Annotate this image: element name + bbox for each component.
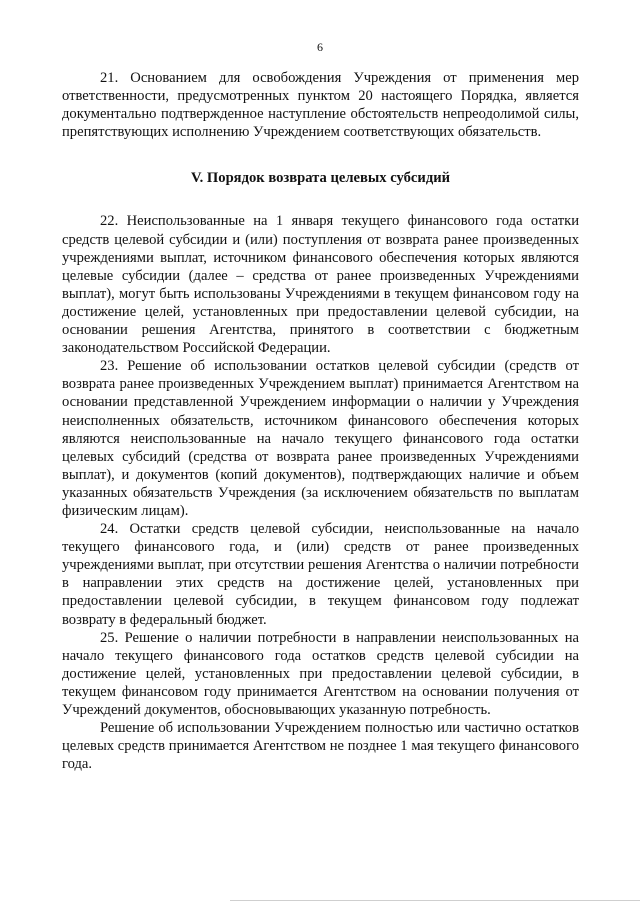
paragraph-21: 21. Основанием для освобождения Учреждения от применения мер ответственности, предусмотренных пунктом 20 настоящего Порядка, является документально подтвержденное наступление обстоятельств непреодолимой силы, препятствующих исполнению Учреждением соответствующих обязательств. [62, 70, 579, 141]
paragraph-25-continuation: Решение об использовании Учреждением полностью или частично остатков целевых средств принимается Агентством не позднее 1 мая текущего финансового года. [62, 720, 579, 773]
section-heading: V. Порядок возврата целевых субсидий [190, 170, 451, 187]
paragraph-22: 22. Неиспользованные на 1 января текущего финансового года остатки средств целевой субсидии и (или) поступления от возврата ранее произведенных учреждениями выплат, источником финансового обеспечения которых являются целевые субсидии (далее – средства от ранее произведенных Учреждениями выплат), могут быть использованы Учреждениями в текущем финансовом году на достижение целей, установленных при предоставлении целевой субсидии, на основании решения Агентства, принятого в соответствии с бюджетным законодательством Российской Федерации. [62, 213, 579, 357]
page-number: 6 [317, 40, 323, 54]
document-body [62, 69, 579, 773]
paragraph-24: 24. Остатки средств целевой субсидии, неиспользованные на начало текущего финансового года, и (или) средств от ранее произведенных учреждениями выплат, при отсутствии решения Агентства о наличии потребности в направлении этих средств на достижение целей, установленных при предоставлении целевой субсидии, в текущем финансовом году подлежат возврату в федеральный бюджет. [62, 521, 579, 628]
paragraph-25: 25. Решение о наличии потребности в направлении неиспользованных на начало текущего финансового года остатков средств целевой субсидии на достижение целей, установленных при предоставлении целевой субсидии, в текущем финансовом году принимается Агентством на основании получения от Учреждений документов, обосновывающих указанную потребность. [62, 629, 579, 718]
scan-edge-line [230, 900, 640, 901]
paragraph-23: 23. Решение об использовании остатков целевой субсидии (средств от возврата ранее произведенных Учреждением выплат) принимается Агентством на основании представленной Учреждением информации о наличии у Учреждения неисполненных обязательств, источником финансового обеспечения которых являются неиспользованные на начало текущего финансового года остатки целевых субсидий (средства от возврата ранее произведенных Учреждениями выплат), и документов (копий документов), подтверждающих наличие и объем указанных обязательств Учреждения (за исключением обязательств по выплатам физическим лицам). [62, 358, 579, 519]
